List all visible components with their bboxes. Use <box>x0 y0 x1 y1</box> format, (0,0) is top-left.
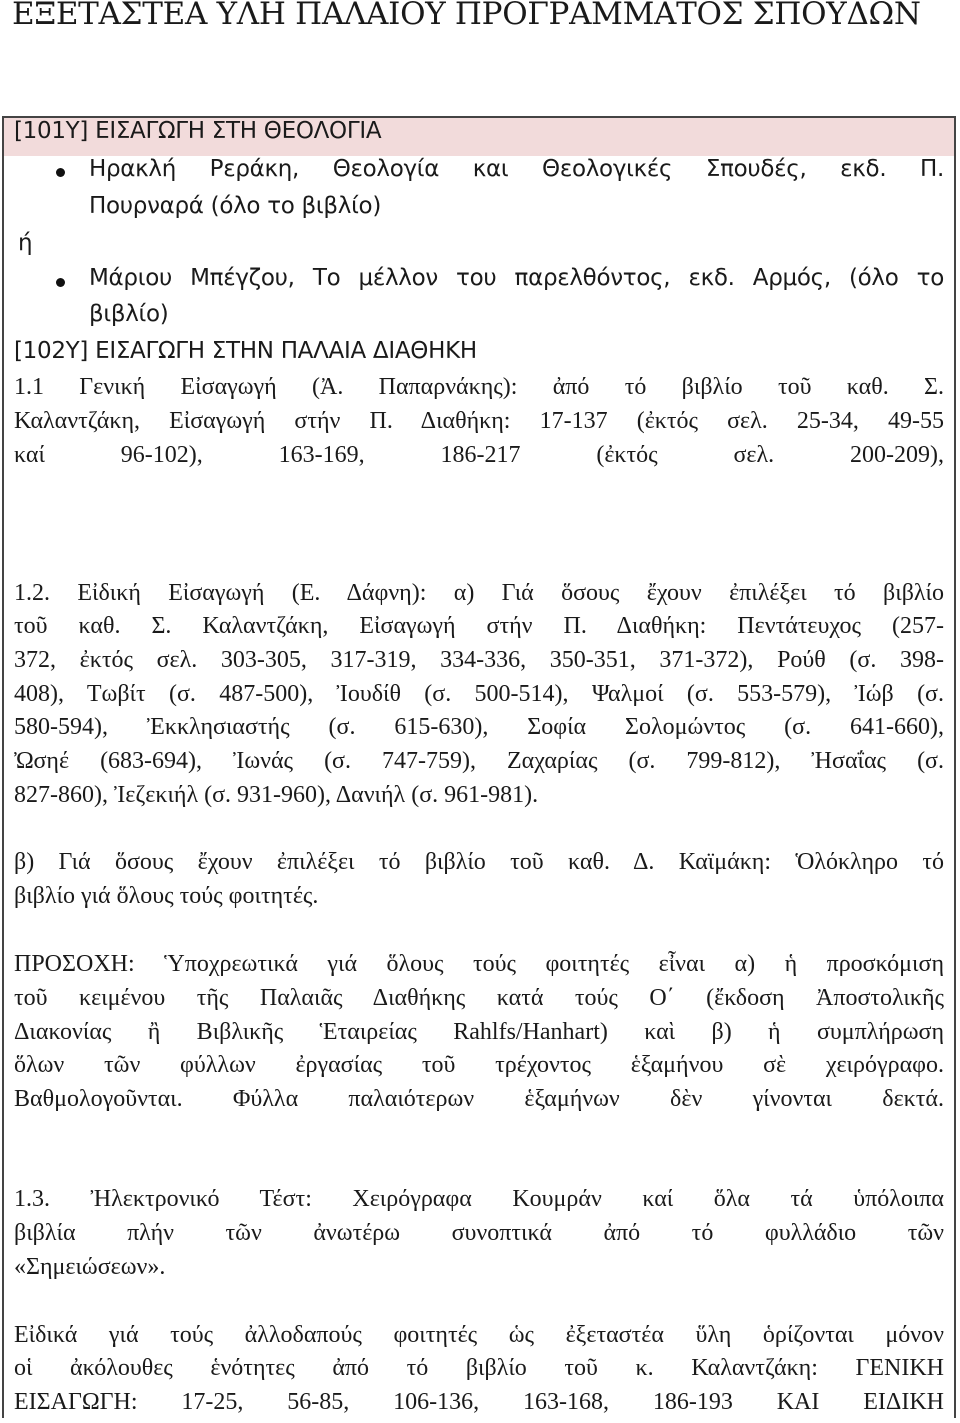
bullet-icon <box>56 168 65 177</box>
section-1-2-line: Ὠσηέ (683-694), Ἰωνάς (σ. 747-759), Ζαχαρίας (σ. 799-812), Ἠσαΐας (σ. <box>14 748 944 774</box>
section-1-2-line: 827-860), Ἰεζεκιήλ (σ. 931-960), Δανιήλ (σ. 961-981). <box>14 782 539 808</box>
section-1-2-line: 1.2. Εἰδική Εἰσαγωγή (Ε. Δάφνη): α) Γιά ὅσους ἔχουν ἐπιλέξει τό βιβλίο <box>14 580 944 606</box>
section-1-2-line: τοῦ καθ. Σ. Καλαντζάκη, Εἰσαγωγή στήν Π. Διαθήκη: Πεντάτευχος (257- <box>14 613 944 639</box>
section-1-2-line: 372, ἐκτός σελ. 303-305, 317-319, 334-336, 350-351, 371-372), Ρούθ (σ. 398- <box>14 647 944 673</box>
page-title: ΕΞΕΤΑΣΤΕΑ ΥΛΗ ΠΑΛΑΙΟΥ ΠΡΟΓΡΑΜΜΑΤΟΣ ΣΠΟΥΔΩΝ <box>12 0 921 32</box>
section-1-2b-line: β) Γιά ὅσους ἔχουν ἐπιλέξει τό βιβλίο τοῦ καθ. Δ. Καϊμάκη: Ὁλόκληρο τό <box>14 849 944 875</box>
section-1-2-line: 408), Τωβίτ (σ. 487-500), Ἰουδίθ (σ. 500-514), Ψαλμοί (σ. 553-579), Ἰώβ (σ. <box>14 681 944 707</box>
section-1-3-line: βιβλία πλήν τῶν ἀνωτέρω συνοπτικά ἀπό τό φυλλάδιο τῶν <box>14 1220 944 1246</box>
course-101-book-2-cont: βιβλίο) <box>89 301 169 327</box>
notice-line: ΠΡΟΣΟΧΗ: Ὑποχρεωτικά γιά ὅλους τούς φοιτητές εἶναι α) ἡ προσκόμιση <box>14 951 944 977</box>
foreign-students-line: οἱ ἀκόλουθες ἑνότητες ἀπό τό βιβλίο τοῦ κ. Καλαντζάκη: ΓΕΝΙΚΗ <box>14 1355 944 1381</box>
notice-line: τοῦ κειμένου τῆς Παλαιᾶς Διαθήκης κατά τούς Ο΄ (ἔκδοση Ἀποστολικῆς <box>14 985 944 1011</box>
course-102-heading: [102Y] ΕΙΣΑΓΩΓΗ ΣΤΗΝ ΠΑΛΑΙΑ ΔΙΑΘΗΚΗ <box>14 338 477 364</box>
notice-line: Βαθμολογοῦνται. Φύλλα παλαιότερων ἑξαμήνων δὲν γίνονται δεκτά. <box>14 1086 944 1112</box>
course-101-book-1: Ηρακλή Ρεράκη, Θεολογία και Θεολογικές Σπουδές, εκδ. Π. <box>89 156 944 182</box>
section-1-3-line: 1.3. Ἠλεκτρονικό Τέστ: Χειρόγραφα Κουμράν καί ὅλα τά ὑπόλοιπα <box>14 1186 944 1212</box>
foreign-students-line: ΕΙΣΑΓΩΓΗ: 17-25, 56-85, 106-136, 163-168, 186-193 ΚΑΙ ΕΙΔΙΚΗ <box>14 1389 944 1415</box>
notice-line: Διακονίας ἢ Βιβλικῆς Ἑταιρείας Rahlfs/Hanhart) καὶ β) ἡ συμπλήρωση <box>14 1019 944 1045</box>
notice-line: ὅλων τῶν φύλλων ἐργασίας τοῦ τρέχοντος ἑξαμήνου σὲ χειρόγραφο. <box>14 1052 944 1078</box>
bullet-icon <box>56 278 65 287</box>
section-1-1-line: καί 96-102), 163-169, 186-217 (ἐκτός σελ. 200-209), <box>14 442 944 468</box>
foreign-students-line: Εἰδικά γιά τούς ἀλλοδαπούς φοιτητές ὡς ἐξεταστέα ὕλη ὁρίζονται μόνον <box>14 1322 944 1348</box>
section-1-2-line: 580-594), Ἐκκλησιαστής (σ. 615-630), Σοφία Σολομώντος (σ. 641-660), <box>14 714 944 740</box>
course-101-heading: [101Y] ΕΙΣΑΓΩΓΗ ΣΤΗ ΘΕΟΛΟΓΙΑ <box>14 118 382 144</box>
section-1-3-line: «Σημειώσεων». <box>14 1254 166 1280</box>
section-1-2b-line: βιβλίο γιά ὅλους τούς φοιτητές. <box>14 883 319 909</box>
or-separator: ή <box>18 230 33 256</box>
section-1-1-line: Καλαντζάκη, Εἰσαγωγή στήν Π. Διαθήκη: 17-137 (ἐκτός σελ. 25-34, 49-55 <box>14 408 944 434</box>
section-1-1-line: 1.1 Γενική Εἰσαγωγή (Ἀ. Παπαρνάκης): ἀπό τό βιβλίο τοῦ καθ. Σ. <box>14 374 944 400</box>
course-101-book-2: Μάριου Μπέγζου, Το μέλλον του παρελθόντος, εκδ. Αρμός, (όλο το <box>89 265 944 291</box>
course-101-book-1-cont: Πουρναρά (όλο το βιβλίο) <box>89 193 382 219</box>
